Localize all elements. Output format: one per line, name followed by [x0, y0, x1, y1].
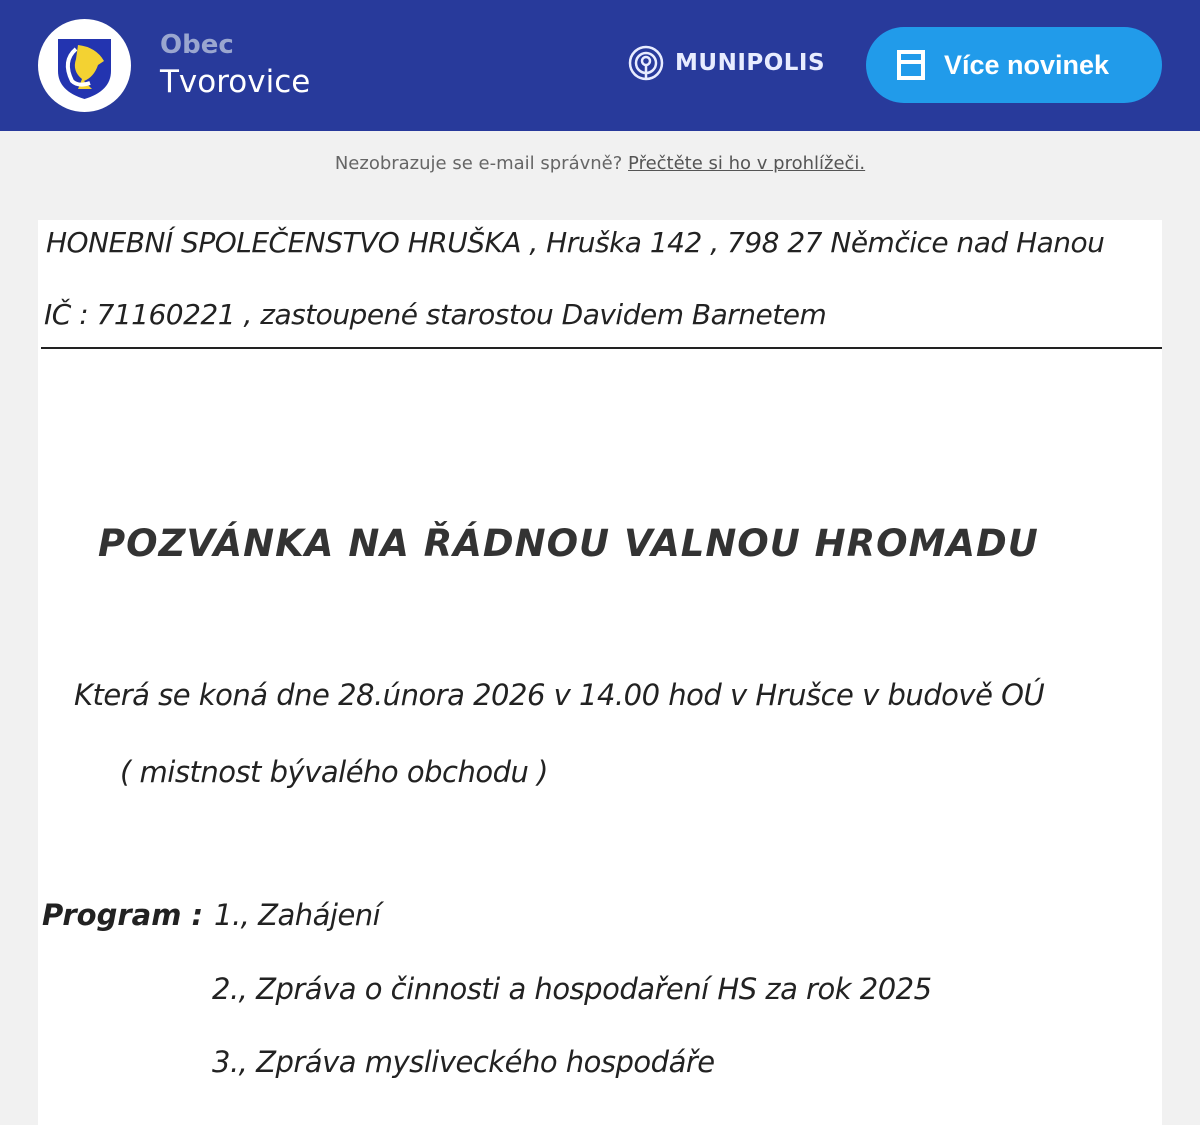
municipality-logo[interactable] — [38, 19, 131, 112]
view-in-browser-link[interactable]: Přečtěte si ho v prohlížeči. — [628, 153, 866, 174]
doc-title: POZVÁNKA NA ŘÁDNOU VALNOU HROMADU — [98, 522, 1039, 565]
divider — [41, 347, 1162, 349]
munipolis-icon — [627, 44, 665, 82]
coat-of-arms-icon — [38, 19, 131, 112]
munipolis-logo[interactable] — [627, 44, 825, 82]
meeting-details: Která se koná dne 28.února 2026 v 14.00 hod v Hrušce v budově OÚ — [74, 678, 1045, 712]
program-item: 1., Zahájení — [214, 898, 381, 932]
meeting-room: ( mistnost bývalého obchodu ) — [120, 755, 548, 789]
header — [0, 0, 1200, 131]
invitation-document — [38, 220, 1162, 1125]
program-item: 3., Zpráva mysliveckého hospodáře — [212, 1045, 715, 1079]
header-town-name: Tvorovice — [160, 64, 311, 100]
doc-header-line1: HONEBNÍ SPOLEČENSTVO HRUŠKA , Hruška 142 , 798 27 Němčice nad Hanou — [46, 226, 1105, 259]
newspaper-icon — [896, 49, 926, 81]
program-item: 2., Zpráva o činnosti a hospodaření HS za rok 2025 — [212, 972, 932, 1006]
doc-header-line2: IČ : 71160221 , zastoupené starostou Davidem Barnetem — [44, 298, 827, 331]
munipolis-label: MUNIPOLIS — [675, 50, 826, 76]
notice-text: Nezobrazuje se e-mail správně? — [334, 153, 623, 174]
more-news-button[interactable] — [866, 27, 1162, 103]
more-news-label: Více novinek — [944, 49, 1110, 80]
view-in-browser-notice — [0, 153, 1200, 174]
program-label: Program : — [42, 898, 204, 932]
header-obec: Obec — [160, 30, 234, 60]
